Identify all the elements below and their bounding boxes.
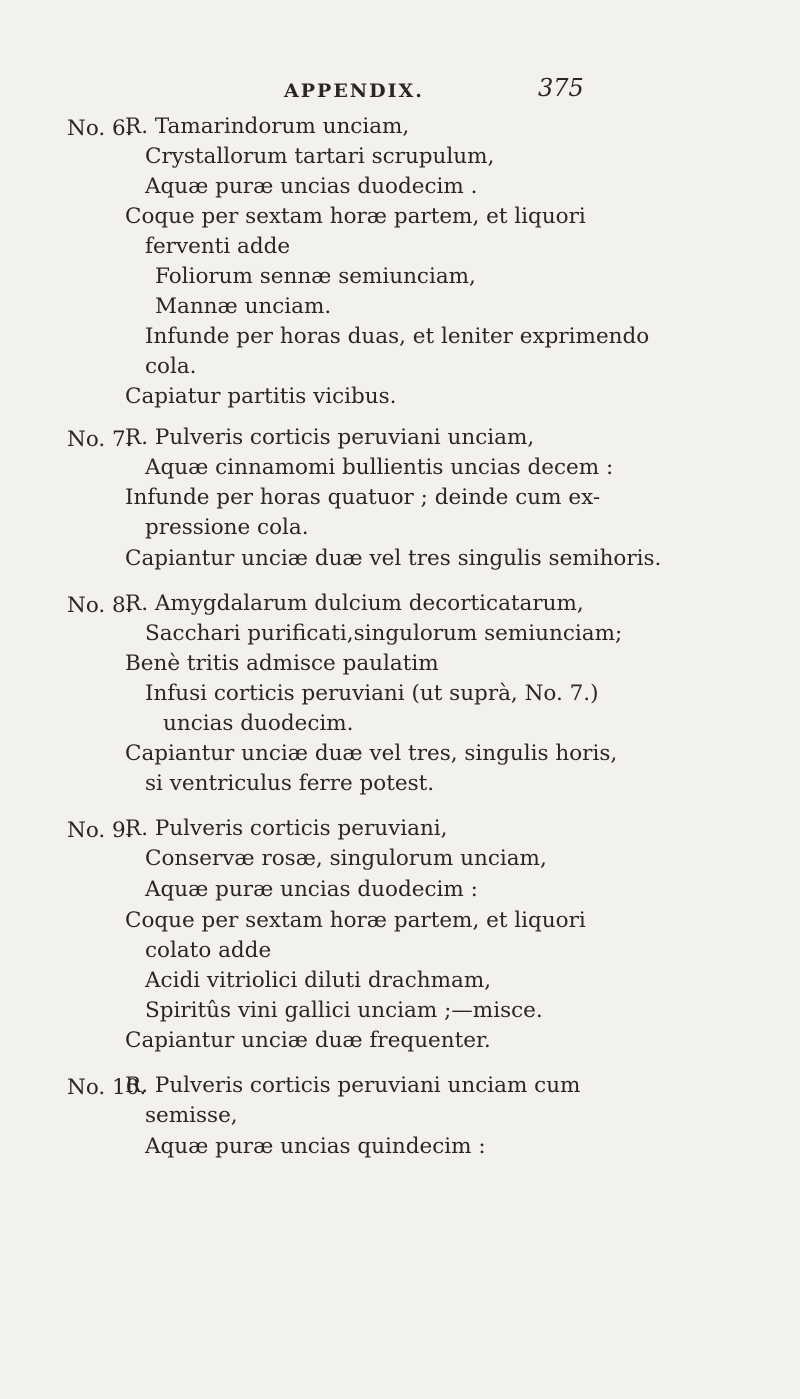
- recipe-line: Capiatur partitis vicibus.: [125, 384, 397, 409]
- recipe-line: Capiantur unciæ duæ vel tres singulis semihoris.: [125, 546, 662, 571]
- recipe-line: R. Amygdalarum dulcium decorticatarum,: [125, 591, 584, 616]
- recipe-line: Sacchari purificati,singulorum semiunciam;: [145, 621, 623, 646]
- recipe-line: ferventi adde: [145, 234, 291, 259]
- recipe-line: Aquæ puræ uncias duodecim .: [145, 174, 478, 199]
- recipe-line: pressione cola.: [145, 515, 309, 540]
- recipe-line: Benè tritis admisce paulatim: [125, 651, 439, 676]
- recipe-line: Capiantur unciæ duæ frequenter.: [125, 1028, 491, 1053]
- entry-number: No. 8.: [67, 593, 133, 618]
- recipe-line: Acidi vitriolici diluti drachmam,: [145, 968, 492, 993]
- recipe-line: cola.: [145, 354, 197, 379]
- recipe-line: Coque per sextam horæ partem, et liquori: [125, 204, 586, 229]
- entry-number: No. 6.: [67, 116, 133, 141]
- recipe-line: Aquæ cinnamomi bullientis uncias decem :: [145, 455, 614, 480]
- entry-number: No. 10.: [67, 1075, 147, 1100]
- entry-number: No. 9.: [67, 818, 133, 843]
- recipe-line: Capiantur unciæ duæ vel tres, singulis horis,: [125, 741, 618, 766]
- recipe-line: R. Tamarindorum unciam,: [125, 114, 410, 139]
- recipe-line: Mannæ unciam.: [155, 294, 332, 319]
- entry-number: No. 7.: [67, 427, 133, 452]
- running-head: APPENDIX.: [284, 80, 424, 102]
- recipe-line: R. Pulveris corticis peruviani,: [125, 816, 448, 841]
- page-number: 375: [538, 74, 584, 102]
- recipe-line: colato adde: [145, 938, 272, 963]
- recipe-line: Spiritûs vini gallici unciam ;—misce.: [145, 998, 543, 1023]
- recipe-line: Conservæ rosæ, singulorum unciam,: [145, 846, 547, 871]
- recipe-line: Infunde per horas duas, et leniter exprimendo: [145, 324, 650, 349]
- recipe-line: Crystallorum tartari scrupulum,: [145, 144, 495, 169]
- recipe-line: uncias duodecim.: [163, 711, 354, 736]
- recipe-line: semisse,: [145, 1103, 238, 1128]
- recipe-line: R. Pulveris corticis peruviani unciam cum: [125, 1073, 581, 1098]
- recipe-line: Aquæ puræ uncias quindecim :: [145, 1134, 486, 1159]
- recipe-line: si ventriculus ferre potest.: [145, 771, 435, 796]
- recipe-line: Infusi corticis peruviani (ut suprà, No. 7.): [145, 681, 599, 706]
- recipe-line: Infunde per horas quatuor ; deinde cum ex-: [125, 485, 601, 510]
- recipe-line: Foliorum sennæ semiunciam,: [155, 264, 476, 289]
- recipe-line: Aquæ puræ uncias duodecim :: [145, 877, 478, 902]
- recipe-line: Coque per sextam horæ partem, et liquori: [125, 908, 586, 933]
- recipe-line: R. Pulveris corticis peruviani unciam,: [125, 425, 535, 450]
